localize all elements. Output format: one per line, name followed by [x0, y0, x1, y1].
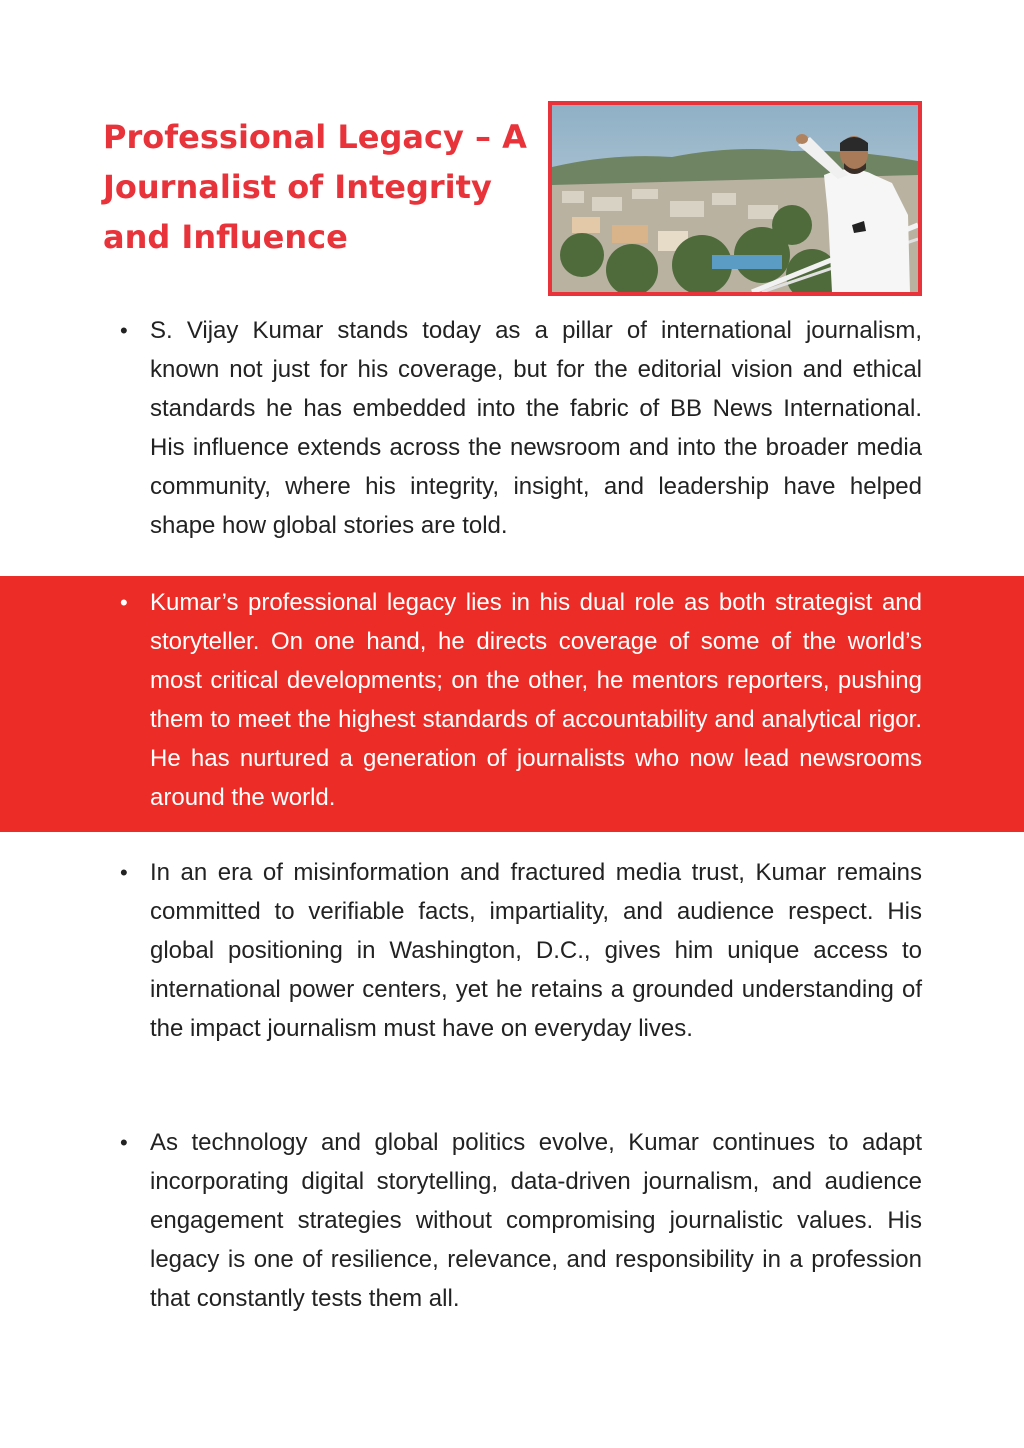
paragraph-text: As technology and global politics evolve, Kumar continues to adapt incorporating digital storytelling, data-driven journalism, and audience engagement strategies without compromising journalistic values. His legacy is one of resilience, relevance, and responsibility in a profession that constantly tests them all. — [150, 1129, 922, 1312]
bullet-icon: • — [120, 590, 128, 615]
paragraph-text: S. Vijay Kumar stands today as a pillar of international journalism, known not just for his coverage, but for the editorial vision and ethical standards he has embedded into the fabric of BB News International. His influence extends across the newsroom and into the broader media community, where his integrity, insight, and leadership have helped shape how global stories are told. — [150, 317, 922, 539]
paragraph-text: In an era of misinformation and fractured media trust, Kumar remains committed to verifiable facts, impartiality, and audience respect. His global positioning in Washington, D.C., gives him unique access to international power centers, yet he retains a grounded understanding of the impact journalism must have on everyday lives. — [150, 859, 922, 1042]
list-item — [120, 1123, 922, 1318]
photo-icon — [552, 105, 918, 292]
bullet-icon: • — [120, 1130, 128, 1155]
list-item — [120, 583, 922, 817]
list-item — [120, 311, 922, 545]
photo — [548, 101, 922, 296]
bullet-icon: • — [120, 860, 128, 885]
page-title: Professional Legacy – A Journalist of Integrity and Influence — [103, 118, 527, 256]
paragraph-text: Kumar’s professional legacy lies in his dual role as both strategist and storyteller. On one hand, he directs coverage of some of the world’s most critical developments; on the other, he mentors reporters, pushing them to meet the highest standards of accountability and analytical rigor. He has nurtured a generation of journalists who now lead newsrooms around the world. — [150, 589, 922, 811]
list-item — [120, 853, 922, 1048]
bullet-icon: • — [120, 318, 128, 343]
